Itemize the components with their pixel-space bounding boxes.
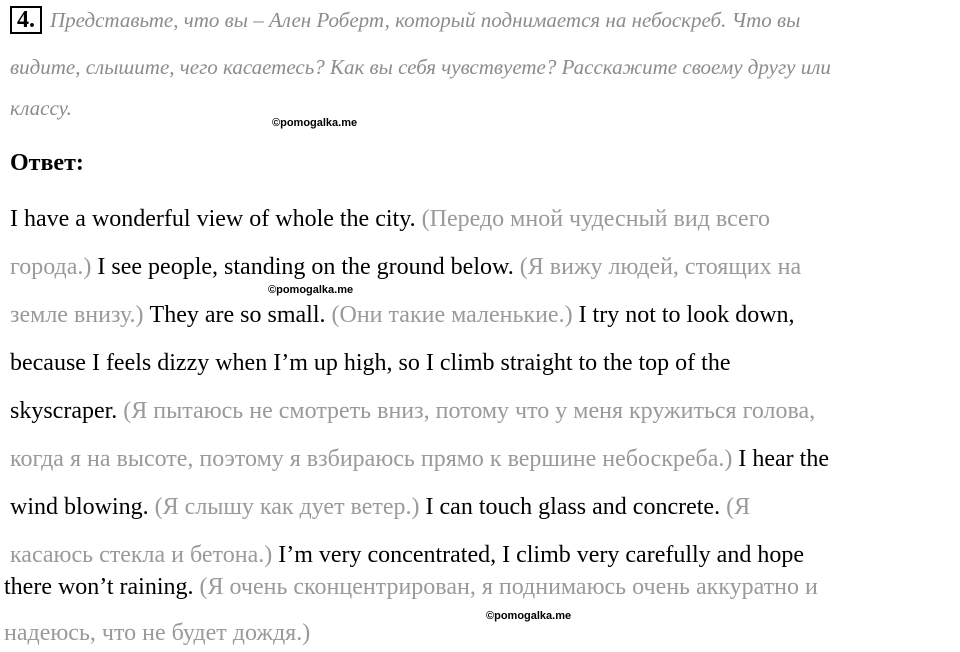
translation-segment: касаюсь стекла и бетона.)	[10, 542, 279, 568]
answer-line	[10, 494, 750, 521]
english-segment: I can touch glass and concrete.	[425, 494, 727, 520]
english-segment: I’m very concentrated, I climb very carefully and hope	[278, 542, 804, 568]
answer-line	[10, 254, 801, 281]
answer-line	[10, 446, 829, 473]
answer-label: Ответ:	[10, 150, 84, 176]
answer-line	[10, 350, 730, 377]
watermark: ©pomogalka.me	[486, 610, 572, 622]
translation-segment: (Они такие маленькие.)	[331, 302, 579, 328]
translation-segment: (Я слышу как дует ветер.)	[154, 494, 426, 520]
english-segment: I try not to look down,	[578, 302, 795, 328]
translation-segment: (Я вижу людей, стоящих на	[519, 254, 802, 280]
translation-segment: земле внизу.)	[10, 302, 150, 328]
answer-line	[4, 620, 310, 647]
watermark: ©pomogalka.me	[272, 117, 358, 129]
english-segment: I have a wonderful view of whole the city.	[10, 206, 422, 232]
task-number: 4.	[10, 6, 42, 34]
answer-line	[4, 574, 818, 601]
question-line: видите, слышите, чего касаетесь? Как вы себя чувствуете? Расскажите своему другу или	[10, 55, 831, 79]
answer-line	[10, 542, 804, 569]
question-line: Представьте, что вы – Ален Роберт, который поднимается на небоскреб. Что вы	[50, 8, 801, 32]
translation-segment: (Я	[726, 494, 751, 520]
watermark: ©pomogalka.me	[268, 284, 354, 296]
translation-segment: надеюсь, что не будет дождя.)	[4, 620, 311, 646]
english-segment: They are so small.	[149, 302, 332, 328]
translation-segment: (Передо мной чудесный вид всего	[421, 206, 770, 232]
answer-line	[10, 302, 795, 329]
translation-segment: (Я очень сконцентрирован, я поднимаюсь очень аккуратно и	[199, 574, 818, 600]
answer-line	[10, 206, 770, 233]
question-line: классу.	[10, 96, 72, 120]
translation-segment: города.)	[10, 254, 98, 280]
english-segment: skyscraper.	[10, 398, 124, 424]
english-segment: there won’t raining.	[4, 574, 200, 600]
translation-segment: (Я пытаюсь не смотреть вниз, потому что у меня кружиться голова,	[123, 398, 816, 424]
english-segment: I see people, standing on the ground below.	[97, 254, 520, 280]
translation-segment: когда я на высоте, поэтому я взбираюсь прямо к вершине небоскреба.)	[10, 446, 739, 472]
english-segment: I hear the	[738, 446, 829, 472]
answer-line	[10, 398, 815, 425]
english-segment: because I feels dizzy when I’m up high, so I climb straight to the top of the	[10, 350, 731, 376]
english-segment: wind blowing.	[10, 494, 155, 520]
